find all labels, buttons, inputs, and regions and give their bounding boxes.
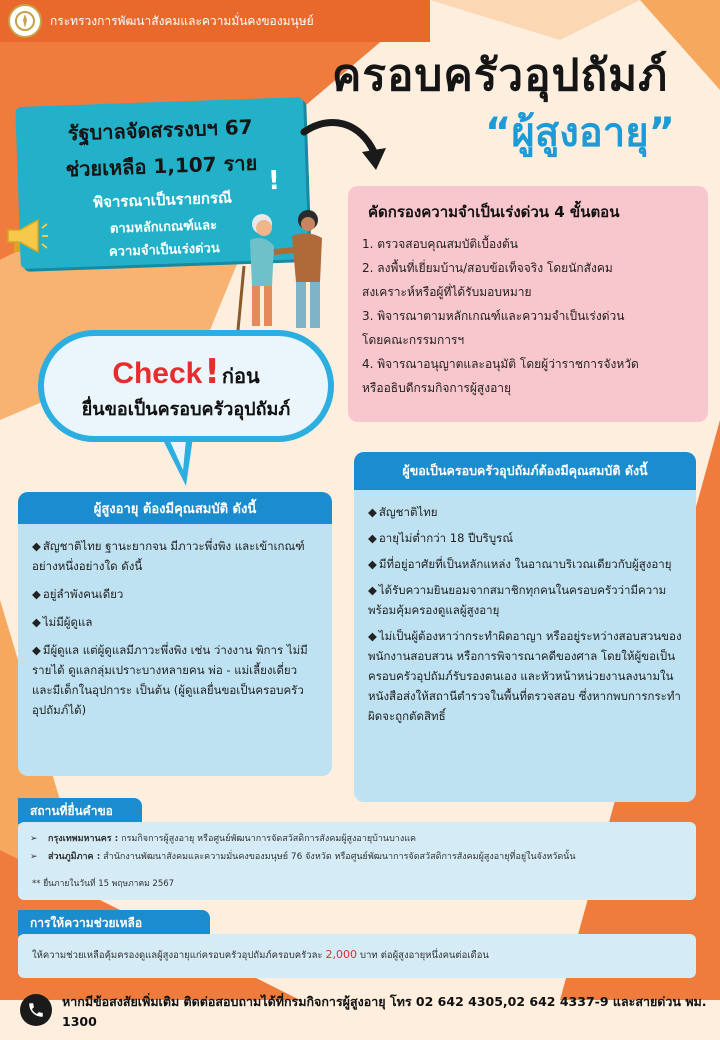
assistance-text: ให้ความช่วยเหลือคุ้มครองดูแลผู้สูงอายุแก่ครอบครัวอุปถัมภ์ครอบครัวละ 2,000 บาท ต่อผู้สูงอายุหนึ่งคนต่อเดือน xyxy=(32,948,489,961)
step-line: 3. พิจารณาตามหลักเกณฑ์และความจำเป็นเร่งด่วน xyxy=(362,309,625,323)
location-panel xyxy=(18,822,696,900)
screening-steps-box xyxy=(348,186,708,422)
ministry-name: กระทรวงการพัฒนาสังคมและความมั่นคงของมนุษย์ xyxy=(50,13,314,28)
assist-count-line: ช่วยเหลือ 1,107 ราย xyxy=(65,150,258,182)
arrow-bullet-icon: ➢ xyxy=(30,834,38,844)
diamond-bullet-icon: ◆ xyxy=(368,531,377,545)
phone-icon xyxy=(20,994,52,1026)
step-line: หรืออธิบดีกรมกิจการผู้สูงอายุ xyxy=(362,381,512,395)
criteria-line: ตามหลักเกณฑ์และ xyxy=(109,218,218,237)
assistance-section-label: การให้ความช่วยเหลือ xyxy=(18,910,210,936)
deadline-note: ** ยื่นภายในวันที่ 15 พฤษภาคม 2567 xyxy=(32,879,175,889)
diamond-bullet-icon: ◆ xyxy=(368,505,377,519)
diamond-bullet-icon: ◆ xyxy=(32,539,41,553)
list-item: ◆ มีผู้ดูแล แต่ผู้ดูแลมีภาวะพึ่งพิง เช่น ว่างงาน พิการ ไม่มีรายได้ ดูแลกลุ่มเปราะบางหลายคน พ่อ - แม่เลี้ยงเดี่ยว และมีเด็กในอุปการะ เป็นต้น (ผู้ดูแลยื่นขอเป็นครอบครัวอุปถัมภ์ได้) xyxy=(32,643,308,717)
contact-text: หากมีข้อสงสัยเพิ่มเติม ติดต่อสอบถามได้ที่กรมกิจการผู้สูงอายุ โทร 02 642 4305,02 642 4337-9 และสายด่วน พม. 1300 xyxy=(62,994,707,1029)
list-item: ◆ ไม่เป็นผู้ต้องหาว่ากระทำผิดอาญา หรืออยู่ระหว่างสอบสวนของพนักงานสอบสวน หรือการพิจารณาคดีของศาล โดยให้ผู้ขอเป็นครอบครัวอุปถัมภ์รับรองตนเอง และหัวหน้าหน่วยงานลงนามในหนังสือส่งให้สถานีตำรวจในพื้นที่ตรวจสอบ ซึ่งหากพบการกระทำผิดจะถูกตัดสิทธิ์ xyxy=(368,629,682,723)
elderly-and-caregiver-illustration xyxy=(230,206,340,340)
arrow-bullet-icon: ➢ xyxy=(30,852,38,862)
step-line: 2. ลงพื้นที่เยี่ยมบ้าน/สอบข้อเท็จจริง โดยนักสังคม xyxy=(362,261,613,275)
list-item: ◆ อยู่ลำพังคนเดียว xyxy=(32,587,124,601)
panel-heading: ผู้ขอเป็นครอบครัวอุปถัมภ์ต้องมีคุณสมบัติ ดังนี้ xyxy=(354,452,696,490)
list-item: ◆ สัญชาติไทย xyxy=(368,505,438,519)
curved-arrow-icon xyxy=(300,112,390,176)
check-before-text: ก่อน xyxy=(221,364,260,388)
step-line: 4. พิจารณาอนุญาตและอนุมัติ โดยผู้ว่าราชการจังหวัด xyxy=(362,357,639,371)
steps-title: คัดกรองความจำเป็นเร่งด่วน 4 ขั้นตอน xyxy=(368,203,620,221)
assistance-panel xyxy=(18,934,696,978)
elderly-qualifications-panel xyxy=(18,492,332,776)
step-line: โดยคณะกรรมการฯ xyxy=(362,333,465,347)
diamond-bullet-icon: ◆ xyxy=(368,583,377,597)
diamond-bullet-icon: ◆ xyxy=(368,629,377,643)
exclamation-icon: ! xyxy=(204,352,220,392)
check-subtitle: ยื่นขอเป็นครอบครัวอุปถัมภ์ xyxy=(81,399,291,420)
check-word: Check xyxy=(112,357,203,390)
case-by-case-line: พิจารณาเป็นรายกรณี xyxy=(92,188,233,212)
header-strip xyxy=(0,0,420,42)
assistance-amount: 2,000 xyxy=(325,948,358,961)
megaphone-icon xyxy=(4,218,48,258)
list-item: ◆ ได้รับความยินยอมจากสมาชิกทุกคนในครอบครัวว่ามีความพร้อมคุ้มครองดูแลผู้สูงอายุ xyxy=(368,583,667,617)
list-item: ◆ ไม่มีผู้ดูแล xyxy=(32,615,93,629)
exclamation-icon: ! xyxy=(267,165,281,197)
diamond-bullet-icon: ◆ xyxy=(32,615,41,629)
budget-line: รัฐบาลจัดสรรงบฯ 67 xyxy=(67,114,253,146)
location-row: ➢ ส่วนภูมิภาค : สำนักงานพัฒนาสังคมและความมั่นคงของมนุษย์ 76 จังหวัด หรือศูนย์พัฒนาการจัดสวัสดิการสังคมผู้สูงอายุที่อยู่ในจังหวัดนั้น xyxy=(30,848,684,866)
location-row: ➢ กรุงเทพมหานคร : กรมกิจการผู้สูงอายุ หรือศูนย์พัฒนาการจัดสวัสดิการสังคมผู้สูงอายุบ้านบางแค xyxy=(30,830,684,848)
diamond-bullet-icon: ◆ xyxy=(368,557,377,571)
list-item: ◆ มีที่อยู่อาศัยที่เป็นหลักแหล่ง ในอาณาบริเวณเดียวกับผู้สูงอายุ xyxy=(368,557,672,571)
panel-heading: ผู้สูงอายุ ต้องมีคุณสมบัติ ดังนี้ xyxy=(18,492,332,524)
footer xyxy=(0,984,720,1040)
diamond-bullet-icon: ◆ xyxy=(32,643,41,657)
ministry-seal-icon xyxy=(8,4,42,38)
check-speech-bubble xyxy=(38,330,334,442)
list-item: ◆ อายุไม่ต่ำกว่า 18 ปีบริบูรณ์ xyxy=(368,531,513,545)
step-line: 1. ตรวจสอบคุณสมบัติเบื้องต้น xyxy=(362,237,519,251)
family-qualifications-panel xyxy=(354,452,696,802)
location-section-label: สถานที่ยื่นคำขอ xyxy=(18,798,142,824)
page-title: ครอบครัวอุปถัมภ์ xyxy=(331,50,669,101)
diamond-bullet-icon: ◆ xyxy=(32,587,41,601)
steps-list xyxy=(362,232,696,400)
page-subtitle: “ผู้สูงอายุ” xyxy=(485,110,675,156)
list-item: ◆ สัญชาติไทย ฐานะยากจน มีภาวะพึ่งพิง และเข้าเกณฑ์อย่างหนึ่งอย่างใด ดังนี้ xyxy=(32,539,305,573)
step-line: สงเคราะห์หรือผู้ที่ได้รับมอบหมาย xyxy=(362,285,532,299)
urgency-line: ความจำเป็นเร่งด่วน xyxy=(108,241,220,260)
